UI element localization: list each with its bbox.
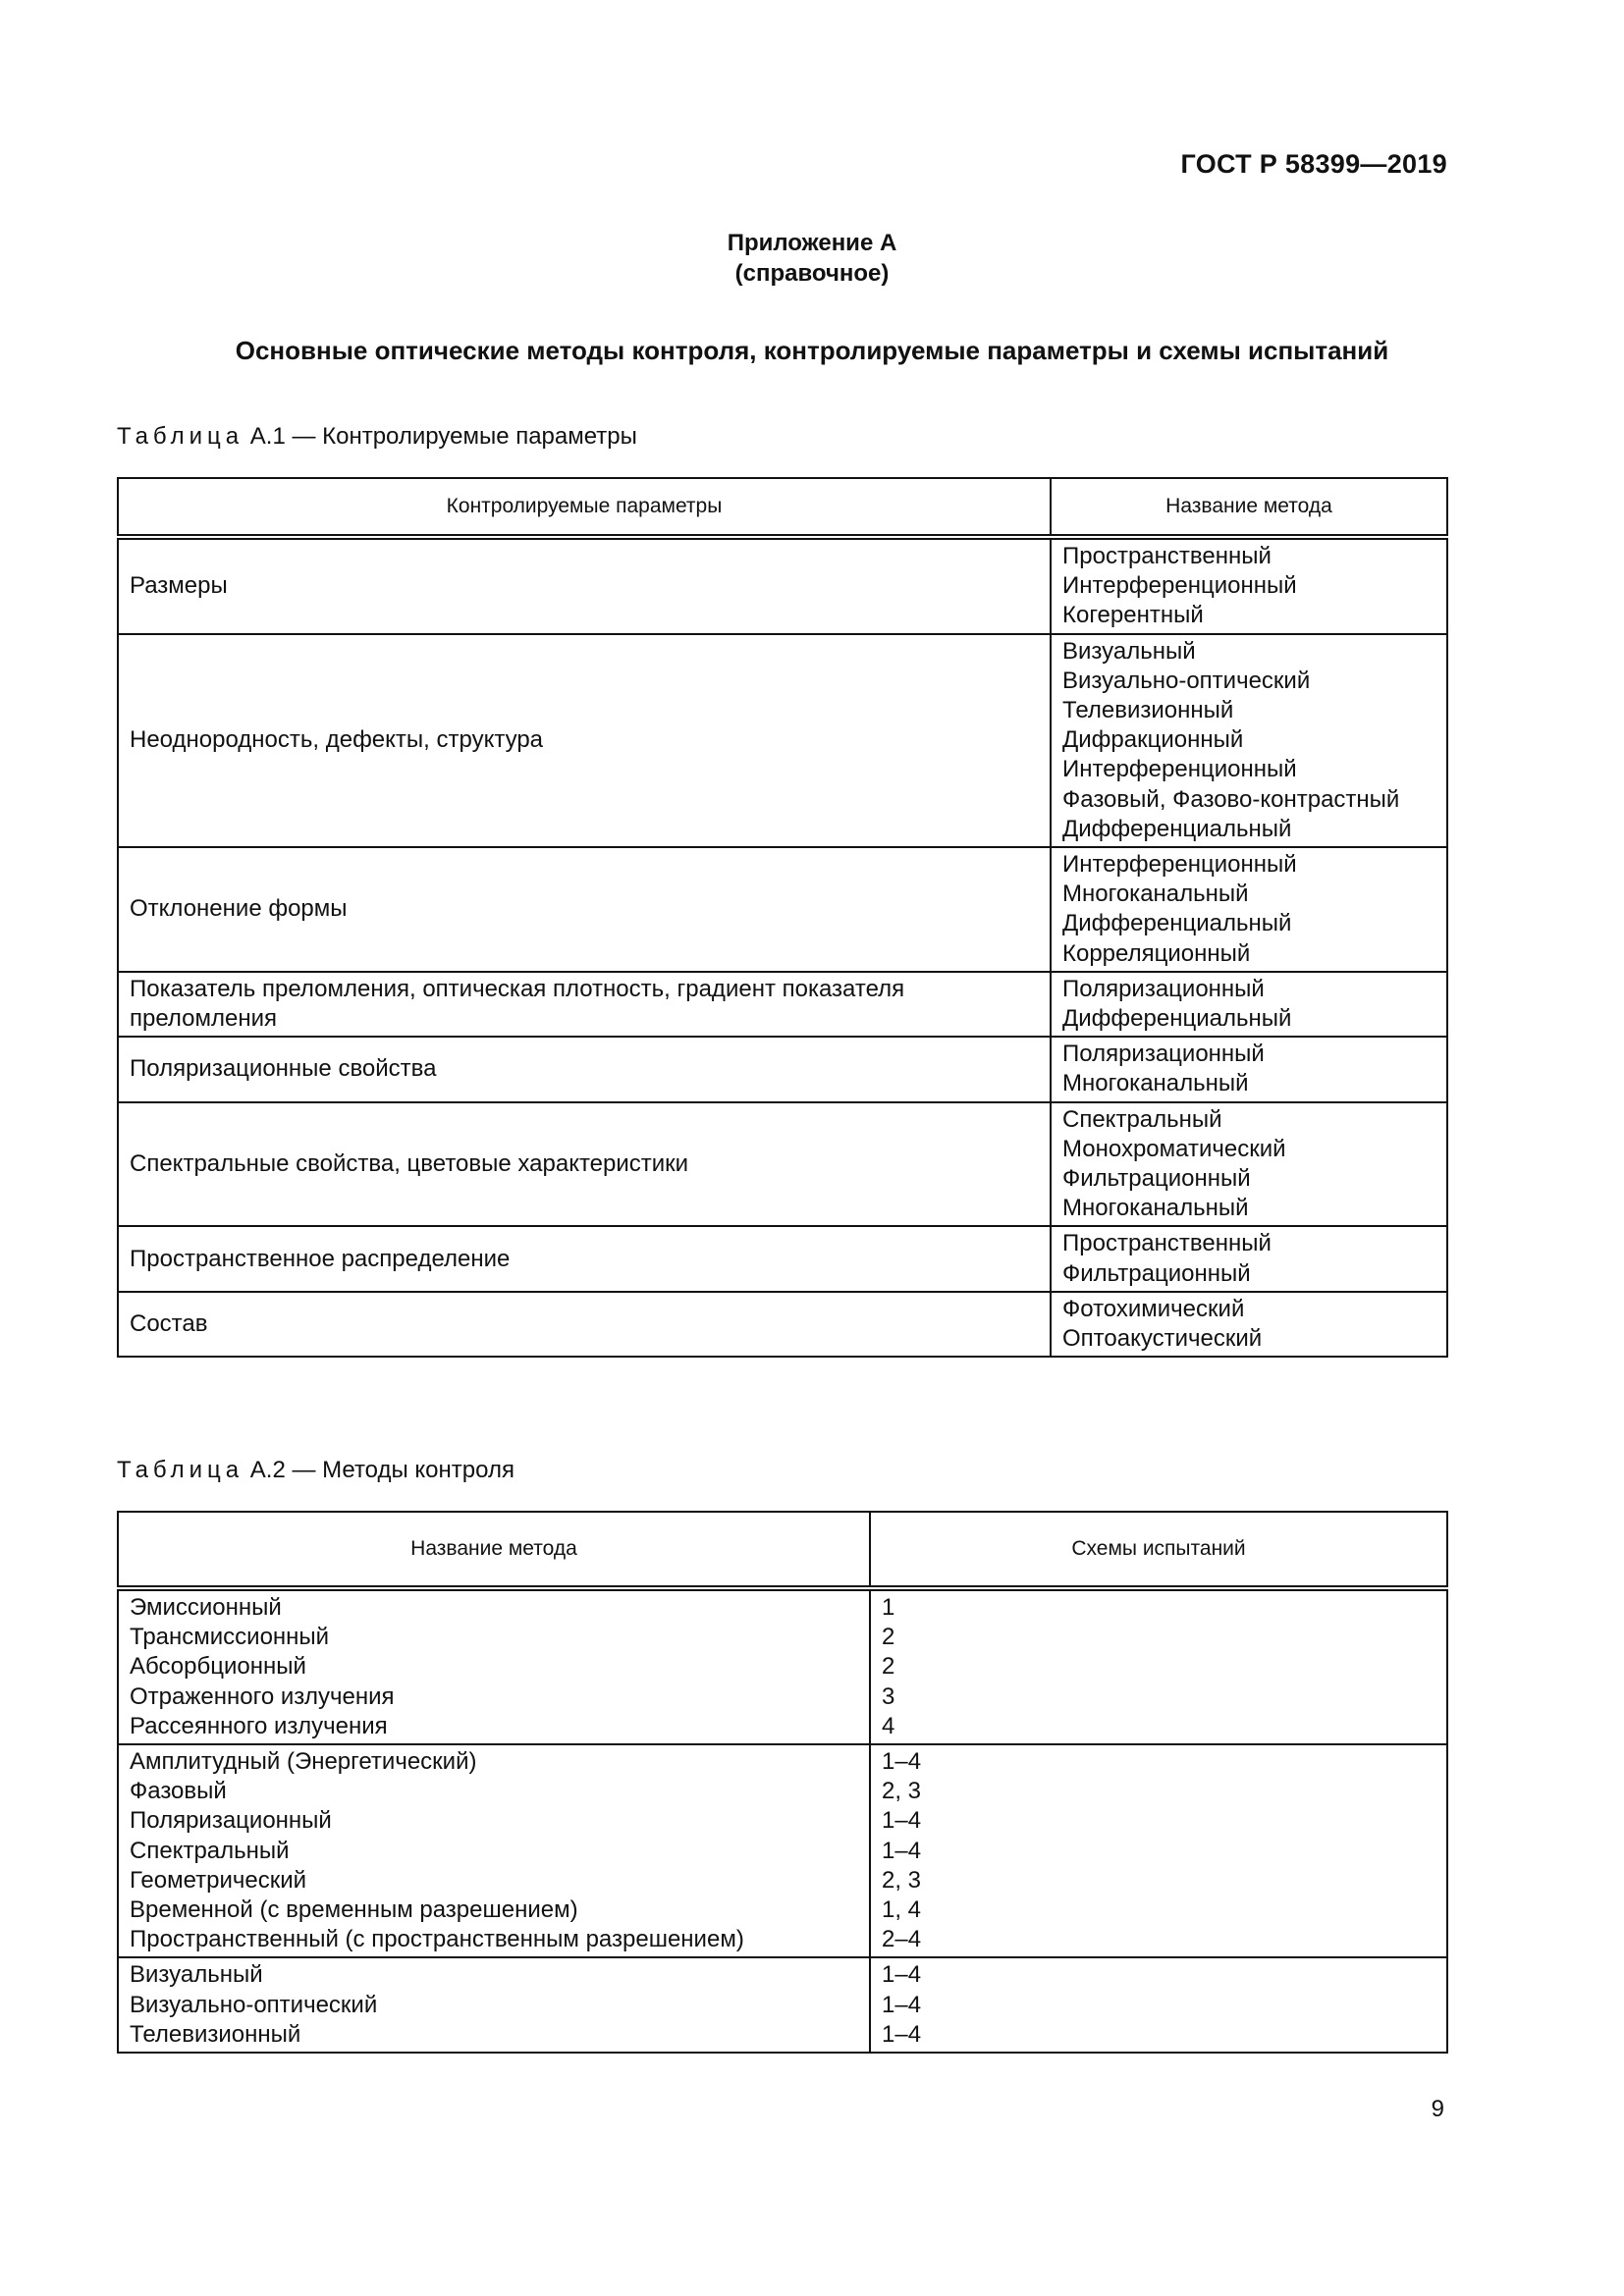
table-row: [118, 1102, 1447, 1227]
table-row: [118, 1588, 1447, 1744]
scheme-value: 2, 3: [882, 1778, 922, 1805]
scheme-value: 4: [882, 1712, 895, 1739]
page-number: 9: [1431, 2096, 1444, 2122]
method-name: Визуальный: [1062, 637, 1196, 665]
method-name: Телевизионный: [130, 2020, 301, 2048]
method-cell: [1051, 537, 1447, 634]
table-row: [118, 1744, 1447, 1957]
method-name: Визуальный: [130, 1961, 263, 1989]
method-name: Поляризационный: [130, 1807, 332, 1835]
table1-caption-text: А.1 — Контролируемые параметры: [244, 423, 637, 450]
method-name: Когерентный: [1062, 602, 1204, 629]
scheme-value: 1: [882, 1594, 895, 1621]
method-name: Пространственный: [1062, 1230, 1272, 1257]
method-name: Фотохимический: [1062, 1295, 1245, 1322]
parameter-cell: Неоднородность, дефекты, структура: [118, 634, 1051, 847]
table-row: [118, 1957, 1447, 2053]
method-name: Дифференциальный: [1062, 1005, 1292, 1033]
method-name: Телевизионный: [1062, 697, 1234, 724]
method-cell: [1051, 1102, 1447, 1227]
scheme-group-cell: [870, 1744, 1447, 1957]
scheme-value: 2: [882, 1624, 895, 1651]
scheme-value: 1–4: [882, 1961, 922, 1989]
scheme-value: 1–4: [882, 1991, 922, 2018]
method-name: Временной (с временным разрешением): [130, 1896, 578, 1924]
table-row: [118, 634, 1447, 847]
table-row: [118, 1292, 1447, 1357]
scheme-value: 1–4: [882, 1837, 922, 1864]
method-name: Интерференционный: [1062, 572, 1297, 600]
appendix-heading: [0, 228, 1624, 289]
method-cell: [1051, 1226, 1447, 1291]
table2-caption-word: Таблица: [117, 1457, 244, 1483]
method-name: Визуально-оптический: [130, 1991, 378, 2018]
method-cell: [1051, 1037, 1447, 1101]
table1-header-method: Название метода: [1051, 478, 1447, 537]
method-name: Многоканальный: [1062, 881, 1249, 908]
method-group-cell: [118, 1957, 870, 2053]
scheme-value: 1–4: [882, 1748, 922, 1776]
table1-caption: [117, 423, 637, 451]
table2-caption: [117, 1457, 514, 1484]
parameter-cell: Показатель преломления, оптическая плотность, градиент показателя преломления: [118, 972, 1051, 1037]
method-name: Амплитудный (Энергетический): [130, 1748, 477, 1776]
appendix-subtitle: (справочное): [734, 260, 890, 287]
table1-header-params: Контролируемые параметры: [118, 478, 1051, 537]
scheme-value: 2: [882, 1653, 895, 1681]
parameter-cell: Спектральные свойства, цветовые характеристики: [118, 1102, 1051, 1227]
table-row: [118, 972, 1447, 1037]
method-name: Поляризационный: [1062, 1041, 1265, 1068]
method-name: Геометрический: [130, 1866, 307, 1894]
table2-header-row: [118, 1512, 1447, 1588]
method-name: Спектральный: [1062, 1105, 1222, 1133]
table1-caption-word: Таблица: [117, 423, 244, 450]
document-id: ГОСТ Р 58399—2019: [1180, 149, 1447, 179]
method-cell: [1051, 847, 1447, 972]
appendix-title: Приложение А: [727, 230, 897, 256]
scheme-value: 1, 4: [882, 1896, 922, 1924]
method-name: Пространственный (с пространственным разрешением): [130, 1926, 744, 1953]
method-name: Интерференционный: [1062, 851, 1297, 879]
method-name: Спектральный: [130, 1837, 290, 1864]
method-cell: [1051, 972, 1447, 1037]
method-name: Фазовый, Фазово-контрастный: [1062, 785, 1400, 813]
scheme-value: 3: [882, 1682, 895, 1710]
table1-header-row: [118, 478, 1447, 537]
method-name: Дифференциальный: [1062, 815, 1292, 842]
table-row: [118, 537, 1447, 634]
method-name: Отраженного излучения: [130, 1682, 395, 1710]
scheme-value: 2–4: [882, 1926, 922, 1953]
method-group-cell: [118, 1588, 870, 1744]
method-name: Рассеянного излучения: [130, 1712, 388, 1739]
method-name: Многоканальный: [1062, 1195, 1249, 1222]
method-name: Эмиссионный: [130, 1594, 282, 1621]
table-row: [118, 1226, 1447, 1291]
method-name: Дифференциальный: [1062, 910, 1292, 937]
scheme-group-cell: [870, 1588, 1447, 1744]
main-title: Основные оптические методы контроля, контролируемые параметры и схемы испытаний: [235, 336, 1389, 365]
scheme-value: 1–4: [882, 1807, 922, 1835]
method-name: Монохроматический: [1062, 1135, 1286, 1162]
controlled-parameters-table: [117, 477, 1448, 1358]
parameter-cell: Размеры: [118, 537, 1051, 634]
control-methods-table: [117, 1511, 1448, 2054]
parameter-cell: Поляризационные свойства: [118, 1037, 1051, 1101]
method-name: Трансмиссионный: [130, 1624, 330, 1651]
table2-header-schemes: Схемы испытаний: [870, 1512, 1447, 1588]
method-name: Интерференционный: [1062, 756, 1297, 783]
table2-caption-text: А.2 — Методы контроля: [244, 1457, 514, 1483]
method-name: Многоканальный: [1062, 1070, 1249, 1097]
method-cell: [1051, 634, 1447, 847]
parameter-cell: Состав: [118, 1292, 1051, 1357]
method-name: Фильтрационный: [1062, 1165, 1251, 1193]
method-name: Визуально-оптический: [1062, 667, 1311, 694]
scheme-value: 1–4: [882, 2020, 922, 2048]
method-name: Дифракционный: [1062, 726, 1244, 754]
parameter-cell: Пространственное распределение: [118, 1226, 1051, 1291]
method-cell: [1051, 1292, 1447, 1357]
method-name: Фазовый: [130, 1778, 227, 1805]
table2-header-method: Название метода: [118, 1512, 870, 1588]
method-name: Оптоакустический: [1062, 1325, 1263, 1353]
method-name: Корреляционный: [1062, 939, 1251, 967]
scheme-value: 2, 3: [882, 1866, 922, 1894]
table-row: [118, 847, 1447, 972]
method-name: Абсорбционный: [130, 1653, 306, 1681]
method-name: Фильтрационный: [1062, 1259, 1251, 1287]
table-row: [118, 1037, 1447, 1101]
method-name: Пространственный: [1062, 543, 1272, 569]
parameter-cell: Отклонение формы: [118, 847, 1051, 972]
method-group-cell: [118, 1744, 870, 1957]
scheme-group-cell: [870, 1957, 1447, 2053]
method-name: Поляризационный: [1062, 975, 1265, 1002]
